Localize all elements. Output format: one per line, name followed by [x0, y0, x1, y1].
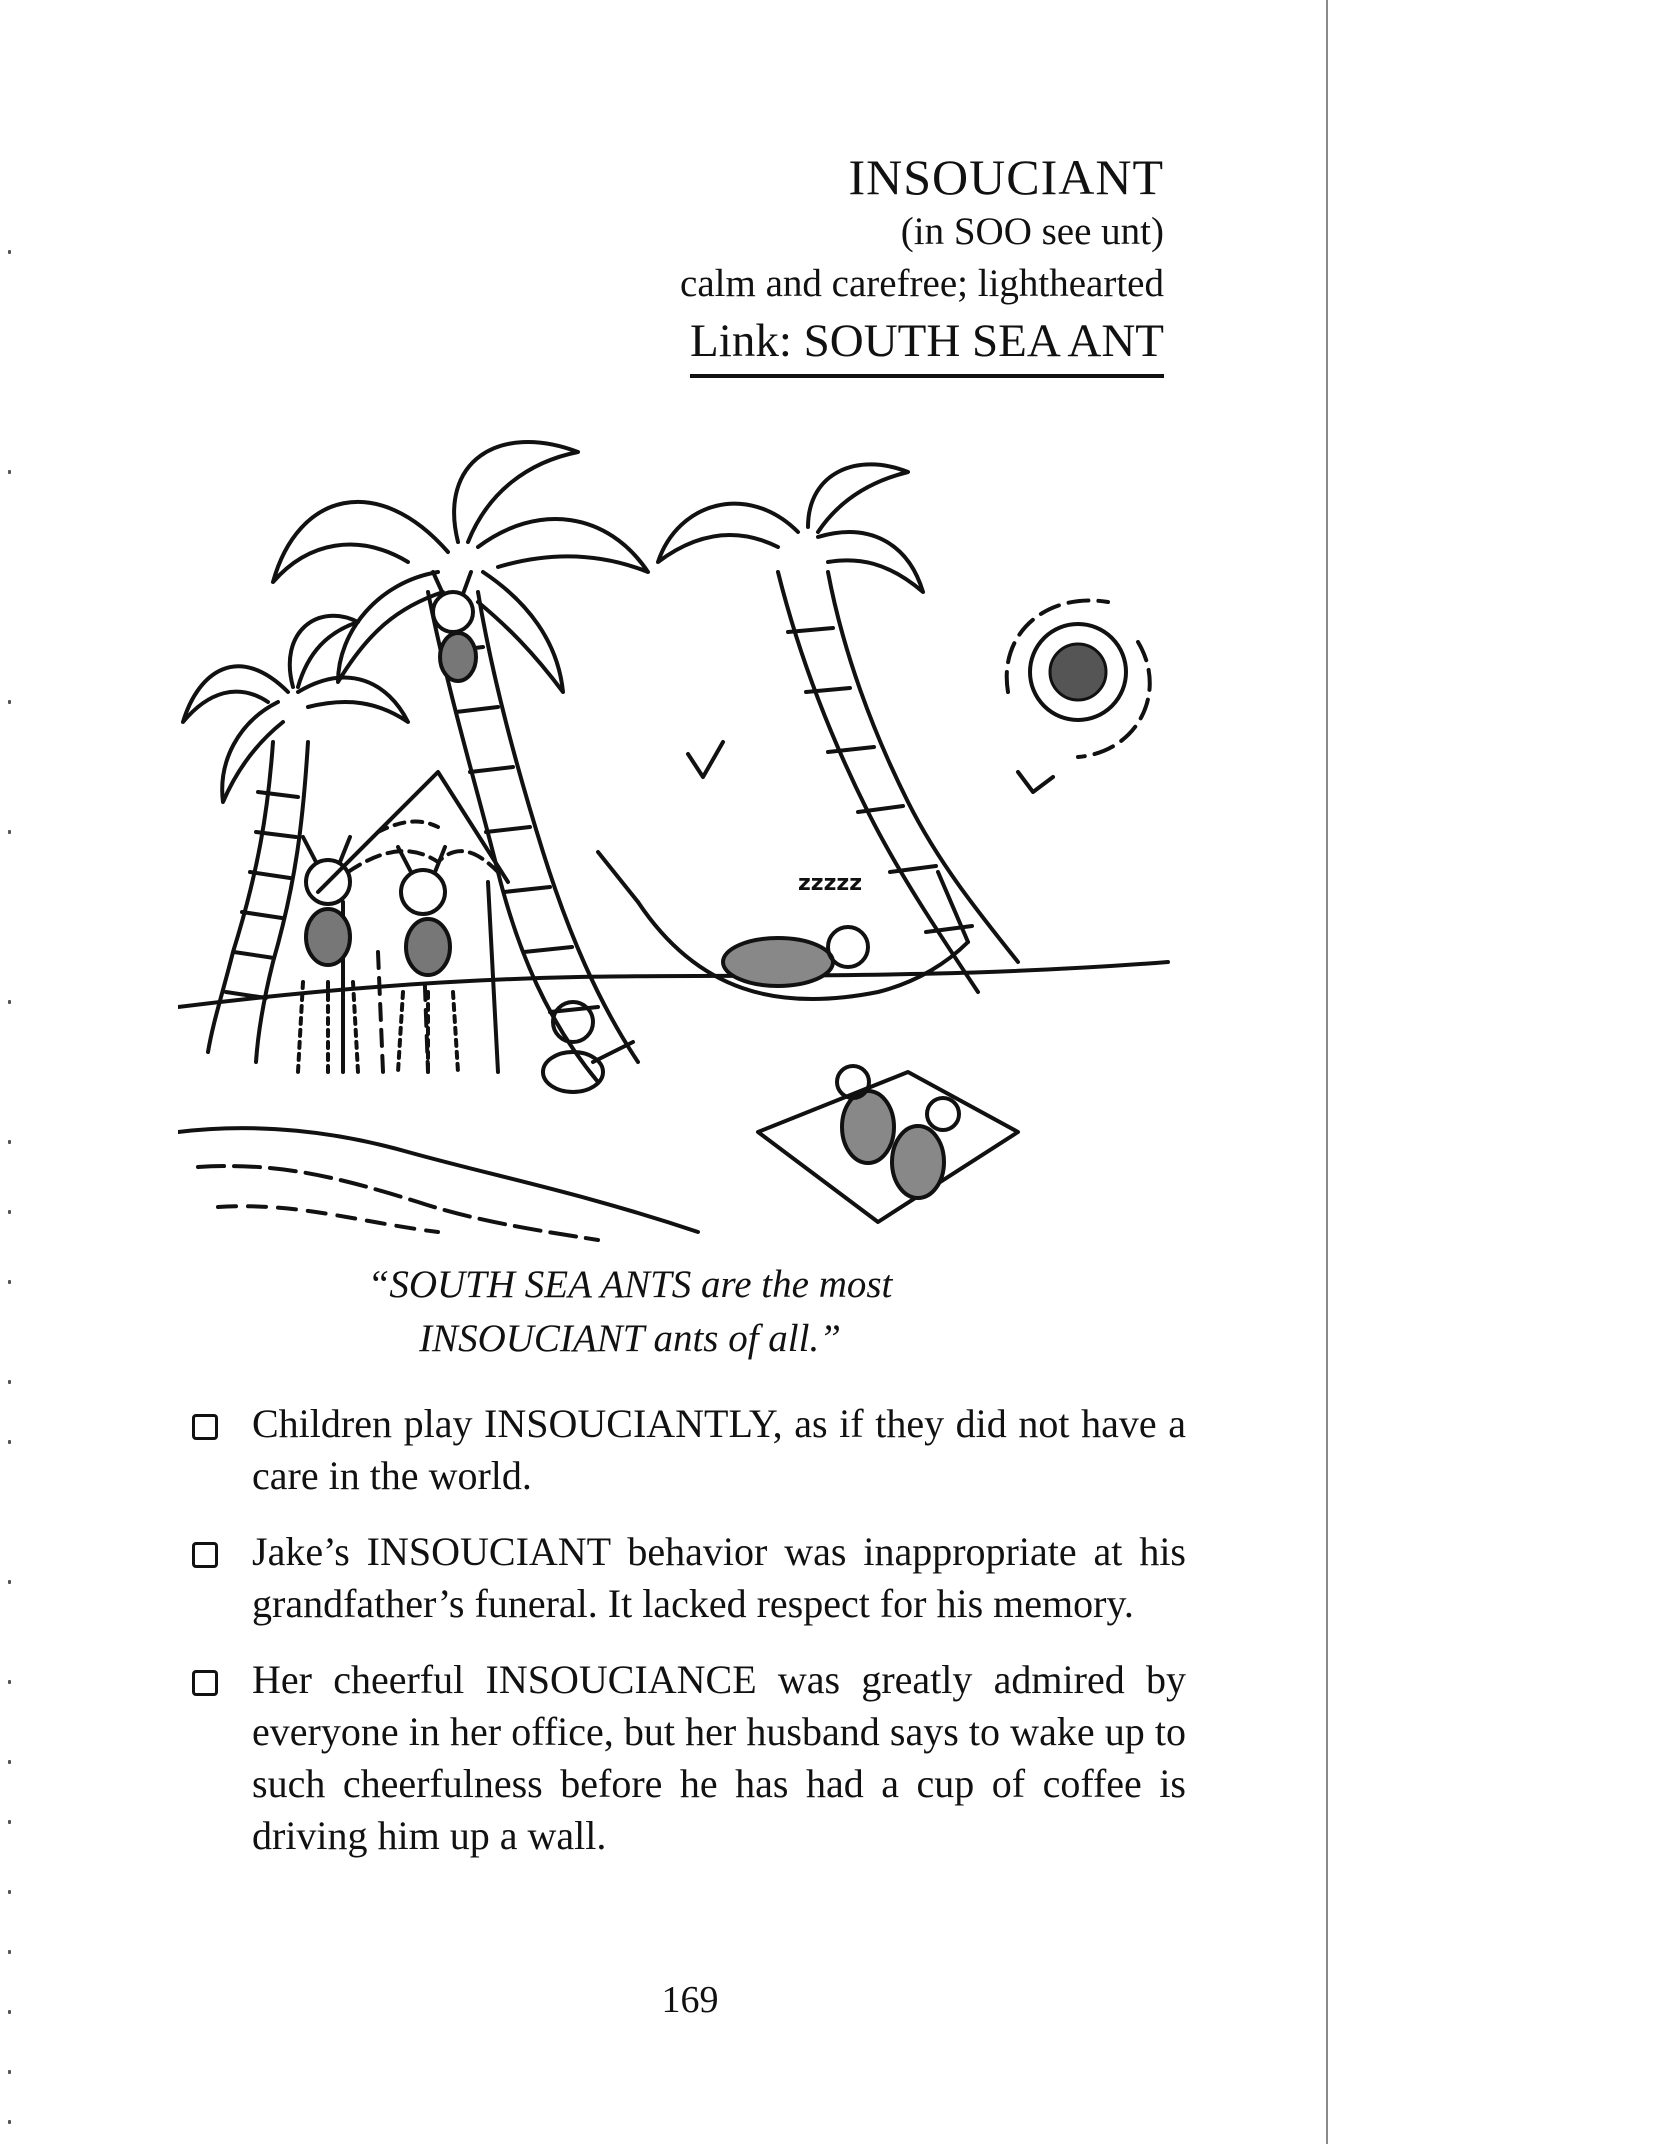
ant-hula-center: [398, 847, 458, 1072]
example-text: Children play INSOUCIANTLY, as if they did not have a care in the world.: [252, 1401, 1186, 1498]
page-number: 169: [661, 1979, 719, 2021]
checkbox-icon: [192, 1542, 218, 1568]
link-phrase: Link: SOUTH SEA ANT: [690, 310, 1164, 378]
ant-hula-left: [298, 837, 358, 1072]
checkbox-icon: [192, 1670, 218, 1696]
caption-line-1: “SOUTH SEA ANTS are the most: [367, 1263, 893, 1306]
example-text: Her cheerful INSOUCIANCE was greatly admired by everyone in her office, but her husband says to wake up to such cheerfulness before he has had a cup of coffee is driving him up a wall.: [252, 1657, 1186, 1858]
right-palm-tree: [658, 464, 1018, 992]
bird-1: [688, 742, 723, 777]
bird-2: [1018, 772, 1053, 792]
snore-text: zzzzz: [798, 871, 863, 896]
shoreline: [178, 1128, 698, 1232]
beach-towel: [758, 1066, 1018, 1222]
ant-guitar: [543, 1002, 633, 1092]
entry-header: [680, 148, 1164, 378]
cartoon-illustration: [178, 432, 1178, 1254]
binding-marks: [8, 0, 20, 2144]
example-text: Jake’s INSOUCIANT behavior was inappropriate at his grandfather’s funeral. It lacked respect for his memory.: [252, 1529, 1186, 1626]
ant-sleeping: [723, 927, 868, 986]
wave-2: [218, 1206, 438, 1232]
example-item: [186, 1398, 1186, 1502]
headword: INSOUCIANT: [848, 149, 1164, 205]
example-sentences: [186, 1398, 1186, 1886]
pronunciation: (in SOO see unt): [900, 210, 1164, 253]
caption-line-2: INSOUCIANT ants of all.”: [419, 1317, 841, 1360]
checkbox-icon: [192, 1414, 218, 1440]
page-edge-line: [1326, 0, 1328, 2144]
example-item: [186, 1526, 1186, 1630]
example-item: [186, 1654, 1186, 1862]
definition: calm and carefree; lighthearted: [680, 262, 1164, 305]
illustration-caption: [250, 1258, 1010, 1366]
ant-in-tree: [433, 572, 476, 681]
wave-1: [198, 1166, 598, 1240]
hammock-rope: [598, 852, 968, 942]
sun: [1007, 600, 1150, 757]
